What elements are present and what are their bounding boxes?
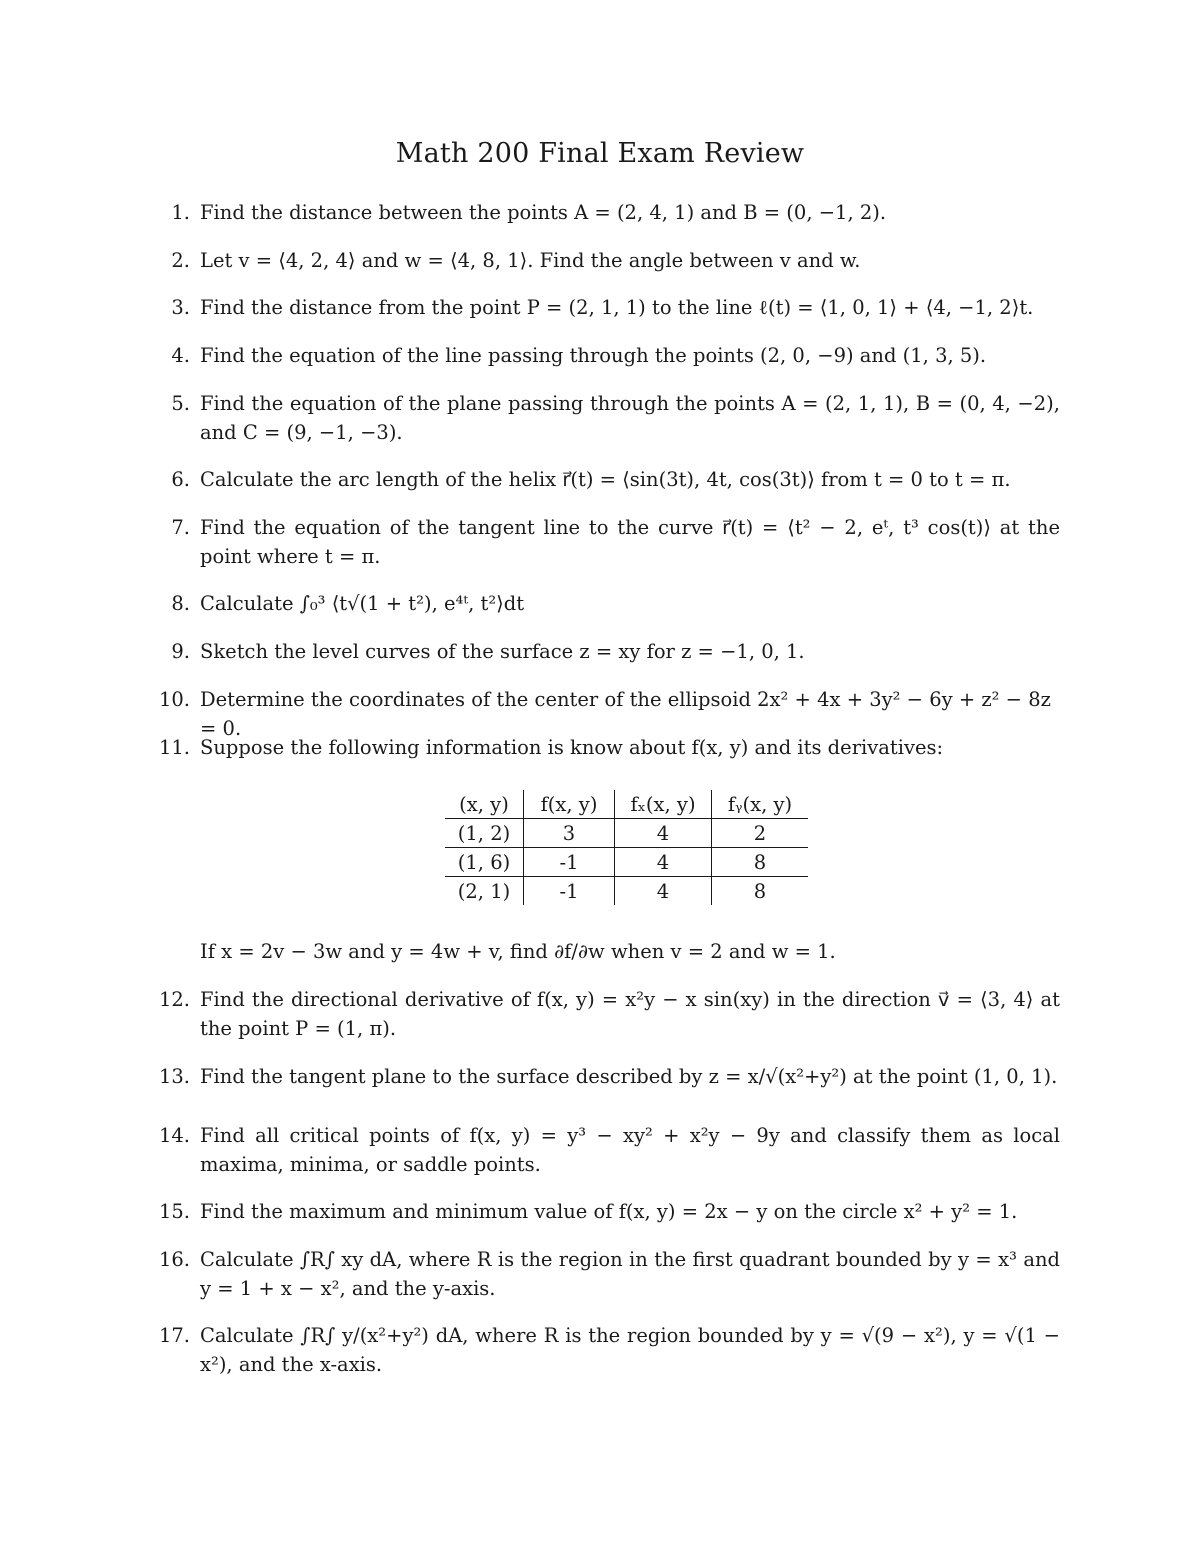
problem-text: Calculate the arc length of the helix r⃗(t) = ⟨sin(3t), 4t, cos(3t)⟩ from t = 0 to t = π. bbox=[200, 468, 1011, 491]
problem-number: 10. bbox=[158, 688, 190, 711]
problem-text: Find the directional derivative of f(x, y) = x²y − x sin(xy) in the direction v⃗ = ⟨3, 4⟩ at the point P = (1, π). bbox=[200, 988, 1060, 1040]
problem-text: Calculate ∫R∫ y/(x²+y²) dA, where R is the region bounded by y = √(9 − x²), y = √(1 − x²), and the x-axis. bbox=[200, 1324, 1060, 1376]
problem-text: Find the distance between the points A = (2, 4, 1) and B = (0, −1, 2). bbox=[200, 201, 887, 224]
problem-number: 13. bbox=[158, 1065, 190, 1088]
table-cell: (1, 2) bbox=[445, 819, 524, 848]
problem-number: 6. bbox=[171, 468, 190, 491]
problem-text: Calculate ∫R∫ xy dA, where R is the region in the first quadrant bounded by y = x³ and y = 1 + x − x², and the y-axis. bbox=[200, 1248, 1060, 1300]
column-header: f(x, y) bbox=[524, 790, 615, 819]
table-cell: 3 bbox=[524, 819, 615, 848]
page-title: Math 200 Final Exam Review bbox=[395, 138, 805, 169]
table-cell: (1, 6) bbox=[445, 848, 524, 877]
problem-number: 4. bbox=[171, 344, 190, 367]
problem-text: Find the distance from the point P = (2, 1, 1) to the line ℓ(t) = ⟨1, 0, 1⟩ + ⟨4, −1, 2⟩t. bbox=[200, 296, 1034, 319]
problem-11-followup: If x = 2v − 3w and y = 4w + v, find ∂f/∂w when v = 2 and w = 1. bbox=[200, 940, 836, 963]
problem-text: Find the equation of the line passing through the points (2, 0, −9) and (1, 3, 5). bbox=[200, 344, 987, 367]
column-header: (x, y) bbox=[445, 790, 524, 819]
problem-text: Suppose the following information is know about f(x, y) and its derivatives: bbox=[200, 736, 944, 759]
table-row bbox=[445, 819, 808, 848]
problem-number: 5. bbox=[171, 392, 190, 415]
problem-number: 1. bbox=[171, 201, 190, 224]
problem-number: 16. bbox=[158, 1248, 190, 1271]
problem-number: 11. bbox=[158, 736, 190, 759]
problem-number: 15. bbox=[158, 1200, 190, 1223]
problem-number: 3. bbox=[171, 296, 190, 319]
problem-number: 7. bbox=[171, 516, 190, 539]
problem-text: Find the equation of the plane passing through the points A = (2, 1, 1), B = (0, 4, −2), and C = (9, −1, −3). bbox=[200, 392, 1060, 444]
table-cell: 4 bbox=[615, 819, 712, 848]
table-cell: 8 bbox=[712, 877, 809, 906]
table-header-row bbox=[445, 790, 808, 819]
problem-text: Sketch the level curves of the surface z = xy for z = −1, 0, 1. bbox=[200, 640, 805, 663]
problem-number: 8. bbox=[171, 592, 190, 615]
problem-number: 14. bbox=[158, 1124, 190, 1147]
table-row bbox=[445, 877, 808, 906]
table-cell: 2 bbox=[712, 819, 809, 848]
problem-text: Find all critical points of f(x, y) = y³ − xy² + x²y − 9y and classify them as local maxima, minima, or saddle points. bbox=[200, 1124, 1060, 1176]
table-cell: -1 bbox=[524, 877, 615, 906]
column-header: fᵧ(x, y) bbox=[712, 790, 809, 819]
problem-number: 17. bbox=[158, 1324, 190, 1347]
table-cell: (2, 1) bbox=[457, 879, 511, 903]
problem-number: 9. bbox=[171, 640, 190, 663]
function-values-table bbox=[445, 790, 808, 905]
problem-text: Find the equation of the tangent line to the curve r⃗(t) = ⟨t² − 2, eᵗ, t³ cos(t)⟩ at the point where t = π. bbox=[200, 516, 1060, 568]
problem-text: Determine the coordinates of the center of the ellipsoid 2x² + 4x + 3y² − 6y + z² − 8z = 0. bbox=[200, 688, 1051, 740]
table-row bbox=[445, 848, 808, 877]
column-header: fₓ(x, y) bbox=[615, 790, 712, 819]
problem-text: Find the maximum and minimum value of f(x, y) = 2x − y on the circle x² + y² = 1. bbox=[200, 1200, 1018, 1223]
table-cell: -1 bbox=[524, 848, 615, 877]
problem-text: Let v = ⟨4, 2, 4⟩ and w = ⟨4, 8, 1⟩. Find the angle between v and w. bbox=[200, 249, 861, 272]
table-cell: 4 bbox=[615, 848, 712, 877]
problem-text: Calculate ∫₀³ ⟨t√(1 + t²), e⁴ᵗ, t²⟩dt bbox=[200, 592, 525, 615]
table-cell: 4 bbox=[615, 877, 712, 906]
problem-text: Find the tangent plane to the surface described by z = x/√(x²+y²) at the point (1, 0, 1). bbox=[200, 1065, 1058, 1088]
table-cell: 8 bbox=[712, 848, 809, 877]
problem-number: 2. bbox=[171, 249, 190, 272]
problem-number: 12. bbox=[158, 988, 190, 1011]
